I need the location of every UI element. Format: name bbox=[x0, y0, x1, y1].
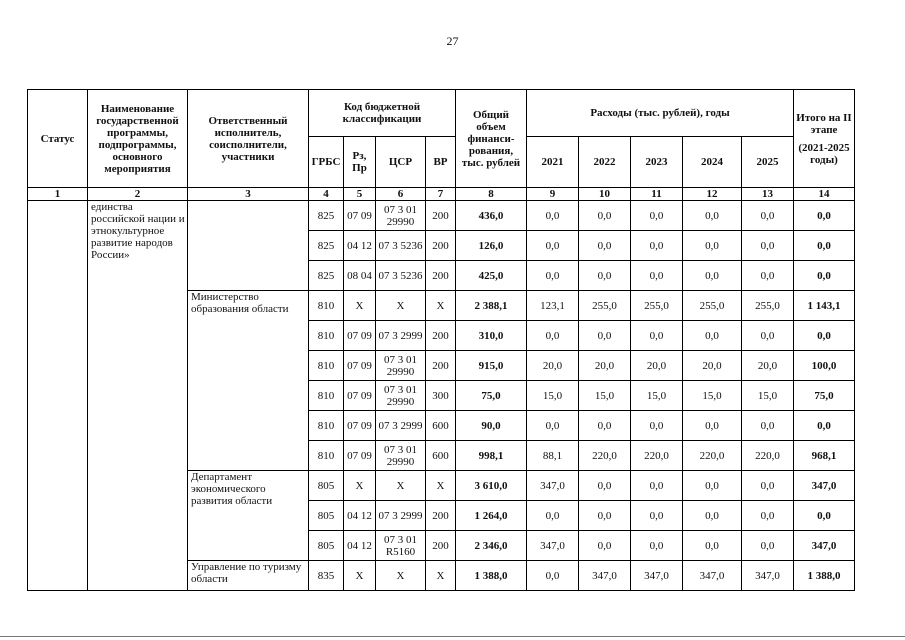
rzpr-cell: 07 09 bbox=[344, 381, 376, 411]
page-edge-line bbox=[0, 636, 905, 637]
stage-total-cell: 347,0 bbox=[794, 531, 855, 561]
total-cell: 3 610,0 bbox=[456, 471, 527, 501]
status-cell bbox=[28, 201, 88, 591]
year-2023-cell: 0,0 bbox=[631, 231, 683, 261]
year-2023-cell: 0,0 bbox=[631, 411, 683, 441]
year-2024-cell: 0,0 bbox=[683, 321, 742, 351]
year-2022-cell: 0,0 bbox=[579, 531, 631, 561]
rzpr-cell: Х bbox=[344, 561, 376, 591]
year-2021-cell: 0,0 bbox=[527, 201, 579, 231]
rzpr-cell: 04 12 bbox=[344, 501, 376, 531]
year-2025-cell: 0,0 bbox=[742, 321, 794, 351]
vr-cell: 200 bbox=[426, 321, 456, 351]
year-2025-cell: 0,0 bbox=[742, 531, 794, 561]
column-number: 10 bbox=[579, 188, 631, 201]
year-2022-cell: 0,0 bbox=[579, 501, 631, 531]
stage-total-cell: 347,0 bbox=[794, 471, 855, 501]
year-2021-cell: 15,0 bbox=[527, 381, 579, 411]
grbs-cell: 825 bbox=[309, 261, 344, 291]
column-number: 8 bbox=[456, 188, 527, 201]
table-row bbox=[28, 201, 855, 231]
executor-cell: Министерство образования области bbox=[188, 291, 309, 471]
rzpr-cell: 07 09 bbox=[344, 411, 376, 441]
year-2022-cell: 347,0 bbox=[579, 561, 631, 591]
header-stage-total-line2: (2021-2025 годы) bbox=[798, 141, 850, 166]
grbs-cell: 810 bbox=[309, 351, 344, 381]
header-responsible: Ответственный исполнитель, соисполнители, участники bbox=[188, 90, 309, 188]
column-number: 4 bbox=[309, 188, 344, 201]
year-2025-cell: 220,0 bbox=[742, 441, 794, 471]
column-number: 3 bbox=[188, 188, 309, 201]
year-2022-cell: 0,0 bbox=[579, 261, 631, 291]
vr-cell: 200 bbox=[426, 231, 456, 261]
grbs-cell: 810 bbox=[309, 381, 344, 411]
vr-cell: 200 bbox=[426, 261, 456, 291]
vr-cell: 200 bbox=[426, 351, 456, 381]
header-vr: ВР bbox=[426, 137, 456, 188]
csr-cell: 07 3 2999 bbox=[376, 321, 426, 351]
year-2023-cell: 347,0 bbox=[631, 561, 683, 591]
year-2024-cell: 0,0 bbox=[683, 471, 742, 501]
header-stage-total-line1: Итого на II этапе bbox=[796, 111, 852, 136]
grbs-cell: 805 bbox=[309, 471, 344, 501]
vr-cell: Х bbox=[426, 291, 456, 321]
column-number: 6 bbox=[376, 188, 426, 201]
csr-cell: Х bbox=[376, 471, 426, 501]
grbs-cell: 825 bbox=[309, 201, 344, 231]
grbs-cell: 810 bbox=[309, 441, 344, 471]
csr-cell: 07 3 01 29990 bbox=[376, 201, 426, 231]
program-name-cell: единства российской нации и этнокультурное развитие народов России» bbox=[88, 201, 188, 591]
csr-cell: 07 3 2999 bbox=[376, 501, 426, 531]
vr-cell: Х bbox=[426, 561, 456, 591]
total-cell: 126,0 bbox=[456, 231, 527, 261]
year-2021-cell: 0,0 bbox=[527, 261, 579, 291]
year-2021-cell: 0,0 bbox=[527, 501, 579, 531]
csr-cell: Х bbox=[376, 561, 426, 591]
grbs-cell: 805 bbox=[309, 501, 344, 531]
column-number: 7 bbox=[426, 188, 456, 201]
year-2022-cell: 0,0 bbox=[579, 321, 631, 351]
column-number: 9 bbox=[527, 188, 579, 201]
year-2022-cell: 20,0 bbox=[579, 351, 631, 381]
year-2021-cell: 347,0 bbox=[527, 531, 579, 561]
year-2022-cell: 0,0 bbox=[579, 411, 631, 441]
vr-cell: 600 bbox=[426, 411, 456, 441]
header-rzpr: Рз, Пр bbox=[344, 137, 376, 188]
total-cell: 2 346,0 bbox=[456, 531, 527, 561]
column-number: 5 bbox=[344, 188, 376, 201]
header-grbs: ГРБС bbox=[309, 137, 344, 188]
header-status: Статус bbox=[28, 90, 88, 188]
header-year-2025: 2025 bbox=[742, 137, 794, 188]
column-number-row bbox=[28, 188, 855, 201]
year-2022-cell: 0,0 bbox=[579, 471, 631, 501]
year-2024-cell: 0,0 bbox=[683, 201, 742, 231]
year-2021-cell: 0,0 bbox=[527, 231, 579, 261]
column-number: 1 bbox=[28, 188, 88, 201]
year-2024-cell: 0,0 bbox=[683, 531, 742, 561]
csr-cell: 07 3 5236 bbox=[376, 261, 426, 291]
year-2023-cell: 15,0 bbox=[631, 381, 683, 411]
grbs-cell: 835 bbox=[309, 561, 344, 591]
stage-total-cell: 0,0 bbox=[794, 261, 855, 291]
header-name: Наименование государственной программы, подпрограммы, основного мероприятия bbox=[88, 90, 188, 188]
stage-total-cell: 0,0 bbox=[794, 411, 855, 441]
grbs-cell: 810 bbox=[309, 291, 344, 321]
csr-cell: 07 3 2999 bbox=[376, 411, 426, 441]
grbs-cell: 825 bbox=[309, 231, 344, 261]
total-cell: 1 264,0 bbox=[456, 501, 527, 531]
year-2024-cell: 15,0 bbox=[683, 381, 742, 411]
rzpr-cell: 07 09 bbox=[344, 441, 376, 471]
total-cell: 2 388,1 bbox=[456, 291, 527, 321]
rzpr-cell: Х bbox=[344, 471, 376, 501]
header-csr: ЦСР bbox=[376, 137, 426, 188]
rzpr-cell: 07 09 bbox=[344, 321, 376, 351]
csr-cell: 07 3 01 R5160 bbox=[376, 531, 426, 561]
rzpr-cell: Х bbox=[344, 291, 376, 321]
year-2025-cell: 15,0 bbox=[742, 381, 794, 411]
year-2023-cell: 0,0 bbox=[631, 201, 683, 231]
year-2023-cell: 0,0 bbox=[631, 471, 683, 501]
column-number: 14 bbox=[794, 188, 855, 201]
year-2024-cell: 220,0 bbox=[683, 441, 742, 471]
column-number: 2 bbox=[88, 188, 188, 201]
year-2024-cell: 0,0 bbox=[683, 501, 742, 531]
grbs-cell: 805 bbox=[309, 531, 344, 561]
rzpr-cell: 07 09 bbox=[344, 201, 376, 231]
header-year-2022: 2022 bbox=[579, 137, 631, 188]
year-2025-cell: 347,0 bbox=[742, 561, 794, 591]
year-2021-cell: 0,0 bbox=[527, 321, 579, 351]
header-stage-total bbox=[794, 90, 855, 188]
csr-cell: 07 3 5236 bbox=[376, 231, 426, 261]
total-cell: 75,0 bbox=[456, 381, 527, 411]
total-cell: 1 388,0 bbox=[456, 561, 527, 591]
csr-cell: 07 3 01 29990 bbox=[376, 381, 426, 411]
year-2024-cell: 0,0 bbox=[683, 261, 742, 291]
column-number: 13 bbox=[742, 188, 794, 201]
total-cell: 436,0 bbox=[456, 201, 527, 231]
year-2024-cell: 0,0 bbox=[683, 231, 742, 261]
year-2022-cell: 0,0 bbox=[579, 201, 631, 231]
rzpr-cell: 07 09 bbox=[344, 351, 376, 381]
rzpr-cell: 04 12 bbox=[344, 231, 376, 261]
total-cell: 310,0 bbox=[456, 321, 527, 351]
grbs-cell: 810 bbox=[309, 321, 344, 351]
stage-total-cell: 0,0 bbox=[794, 231, 855, 261]
page-number: 27 bbox=[446, 34, 459, 48]
csr-cell: 07 3 01 29990 bbox=[376, 351, 426, 381]
budget-table bbox=[27, 89, 855, 591]
year-2022-cell: 15,0 bbox=[579, 381, 631, 411]
executor-cell: Департамент экономического развития области bbox=[188, 471, 309, 561]
year-2021-cell: 0,0 bbox=[527, 411, 579, 441]
year-2022-cell: 255,0 bbox=[579, 291, 631, 321]
year-2024-cell: 347,0 bbox=[683, 561, 742, 591]
stage-total-cell: 0,0 bbox=[794, 321, 855, 351]
stage-total-cell: 75,0 bbox=[794, 381, 855, 411]
year-2021-cell: 0,0 bbox=[527, 561, 579, 591]
year-2021-cell: 88,1 bbox=[527, 441, 579, 471]
total-cell: 425,0 bbox=[456, 261, 527, 291]
stage-total-cell: 968,1 bbox=[794, 441, 855, 471]
year-2023-cell: 0,0 bbox=[631, 501, 683, 531]
total-cell: 915,0 bbox=[456, 351, 527, 381]
vr-cell: Х bbox=[426, 471, 456, 501]
stage-total-cell: 100,0 bbox=[794, 351, 855, 381]
stage-total-cell: 1 388,0 bbox=[794, 561, 855, 591]
header-budget-code: Код бюджетной классификации bbox=[309, 90, 456, 137]
vr-cell: 200 bbox=[426, 201, 456, 231]
year-2025-cell: 0,0 bbox=[742, 231, 794, 261]
column-number: 11 bbox=[631, 188, 683, 201]
rzpr-cell: 04 12 bbox=[344, 531, 376, 561]
year-2025-cell: 0,0 bbox=[742, 411, 794, 441]
year-2025-cell: 0,0 bbox=[742, 201, 794, 231]
total-cell: 998,1 bbox=[456, 441, 527, 471]
column-number: 12 bbox=[683, 188, 742, 201]
header-year-2023: 2023 bbox=[631, 137, 683, 188]
year-2025-cell: 255,0 bbox=[742, 291, 794, 321]
year-2021-cell: 347,0 bbox=[527, 471, 579, 501]
year-2023-cell: 220,0 bbox=[631, 441, 683, 471]
vr-cell: 600 bbox=[426, 441, 456, 471]
year-2023-cell: 255,0 bbox=[631, 291, 683, 321]
year-2022-cell: 220,0 bbox=[579, 441, 631, 471]
executor-cell: Управление по туризму области bbox=[188, 561, 309, 591]
header-total-volume: Общий объем финанси-рования, тыс. рублей bbox=[456, 90, 527, 188]
vr-cell: 200 bbox=[426, 531, 456, 561]
vr-cell: 200 bbox=[426, 501, 456, 531]
year-2025-cell: 0,0 bbox=[742, 471, 794, 501]
total-cell: 90,0 bbox=[456, 411, 527, 441]
year-2021-cell: 123,1 bbox=[527, 291, 579, 321]
year-2025-cell: 0,0 bbox=[742, 261, 794, 291]
stage-total-cell: 0,0 bbox=[794, 201, 855, 231]
rzpr-cell: 08 04 bbox=[344, 261, 376, 291]
year-2022-cell: 0,0 bbox=[579, 231, 631, 261]
year-2023-cell: 0,0 bbox=[631, 321, 683, 351]
year-2025-cell: 20,0 bbox=[742, 351, 794, 381]
year-2023-cell: 0,0 bbox=[631, 261, 683, 291]
stage-total-cell: 0,0 bbox=[794, 501, 855, 531]
executor-cell bbox=[188, 201, 309, 291]
year-2025-cell: 0,0 bbox=[742, 501, 794, 531]
year-2023-cell: 20,0 bbox=[631, 351, 683, 381]
year-2023-cell: 0,0 bbox=[631, 531, 683, 561]
header-year-2021: 2021 bbox=[527, 137, 579, 188]
year-2024-cell: 20,0 bbox=[683, 351, 742, 381]
vr-cell: 300 bbox=[426, 381, 456, 411]
stage-total-cell: 1 143,1 bbox=[794, 291, 855, 321]
header-expenses: Расходы (тыс. рублей), годы bbox=[527, 90, 794, 137]
csr-cell: 07 3 01 29990 bbox=[376, 441, 426, 471]
year-2024-cell: 0,0 bbox=[683, 411, 742, 441]
header-year-2024: 2024 bbox=[683, 137, 742, 188]
grbs-cell: 810 bbox=[309, 411, 344, 441]
csr-cell: Х bbox=[376, 291, 426, 321]
year-2021-cell: 20,0 bbox=[527, 351, 579, 381]
year-2024-cell: 255,0 bbox=[683, 291, 742, 321]
